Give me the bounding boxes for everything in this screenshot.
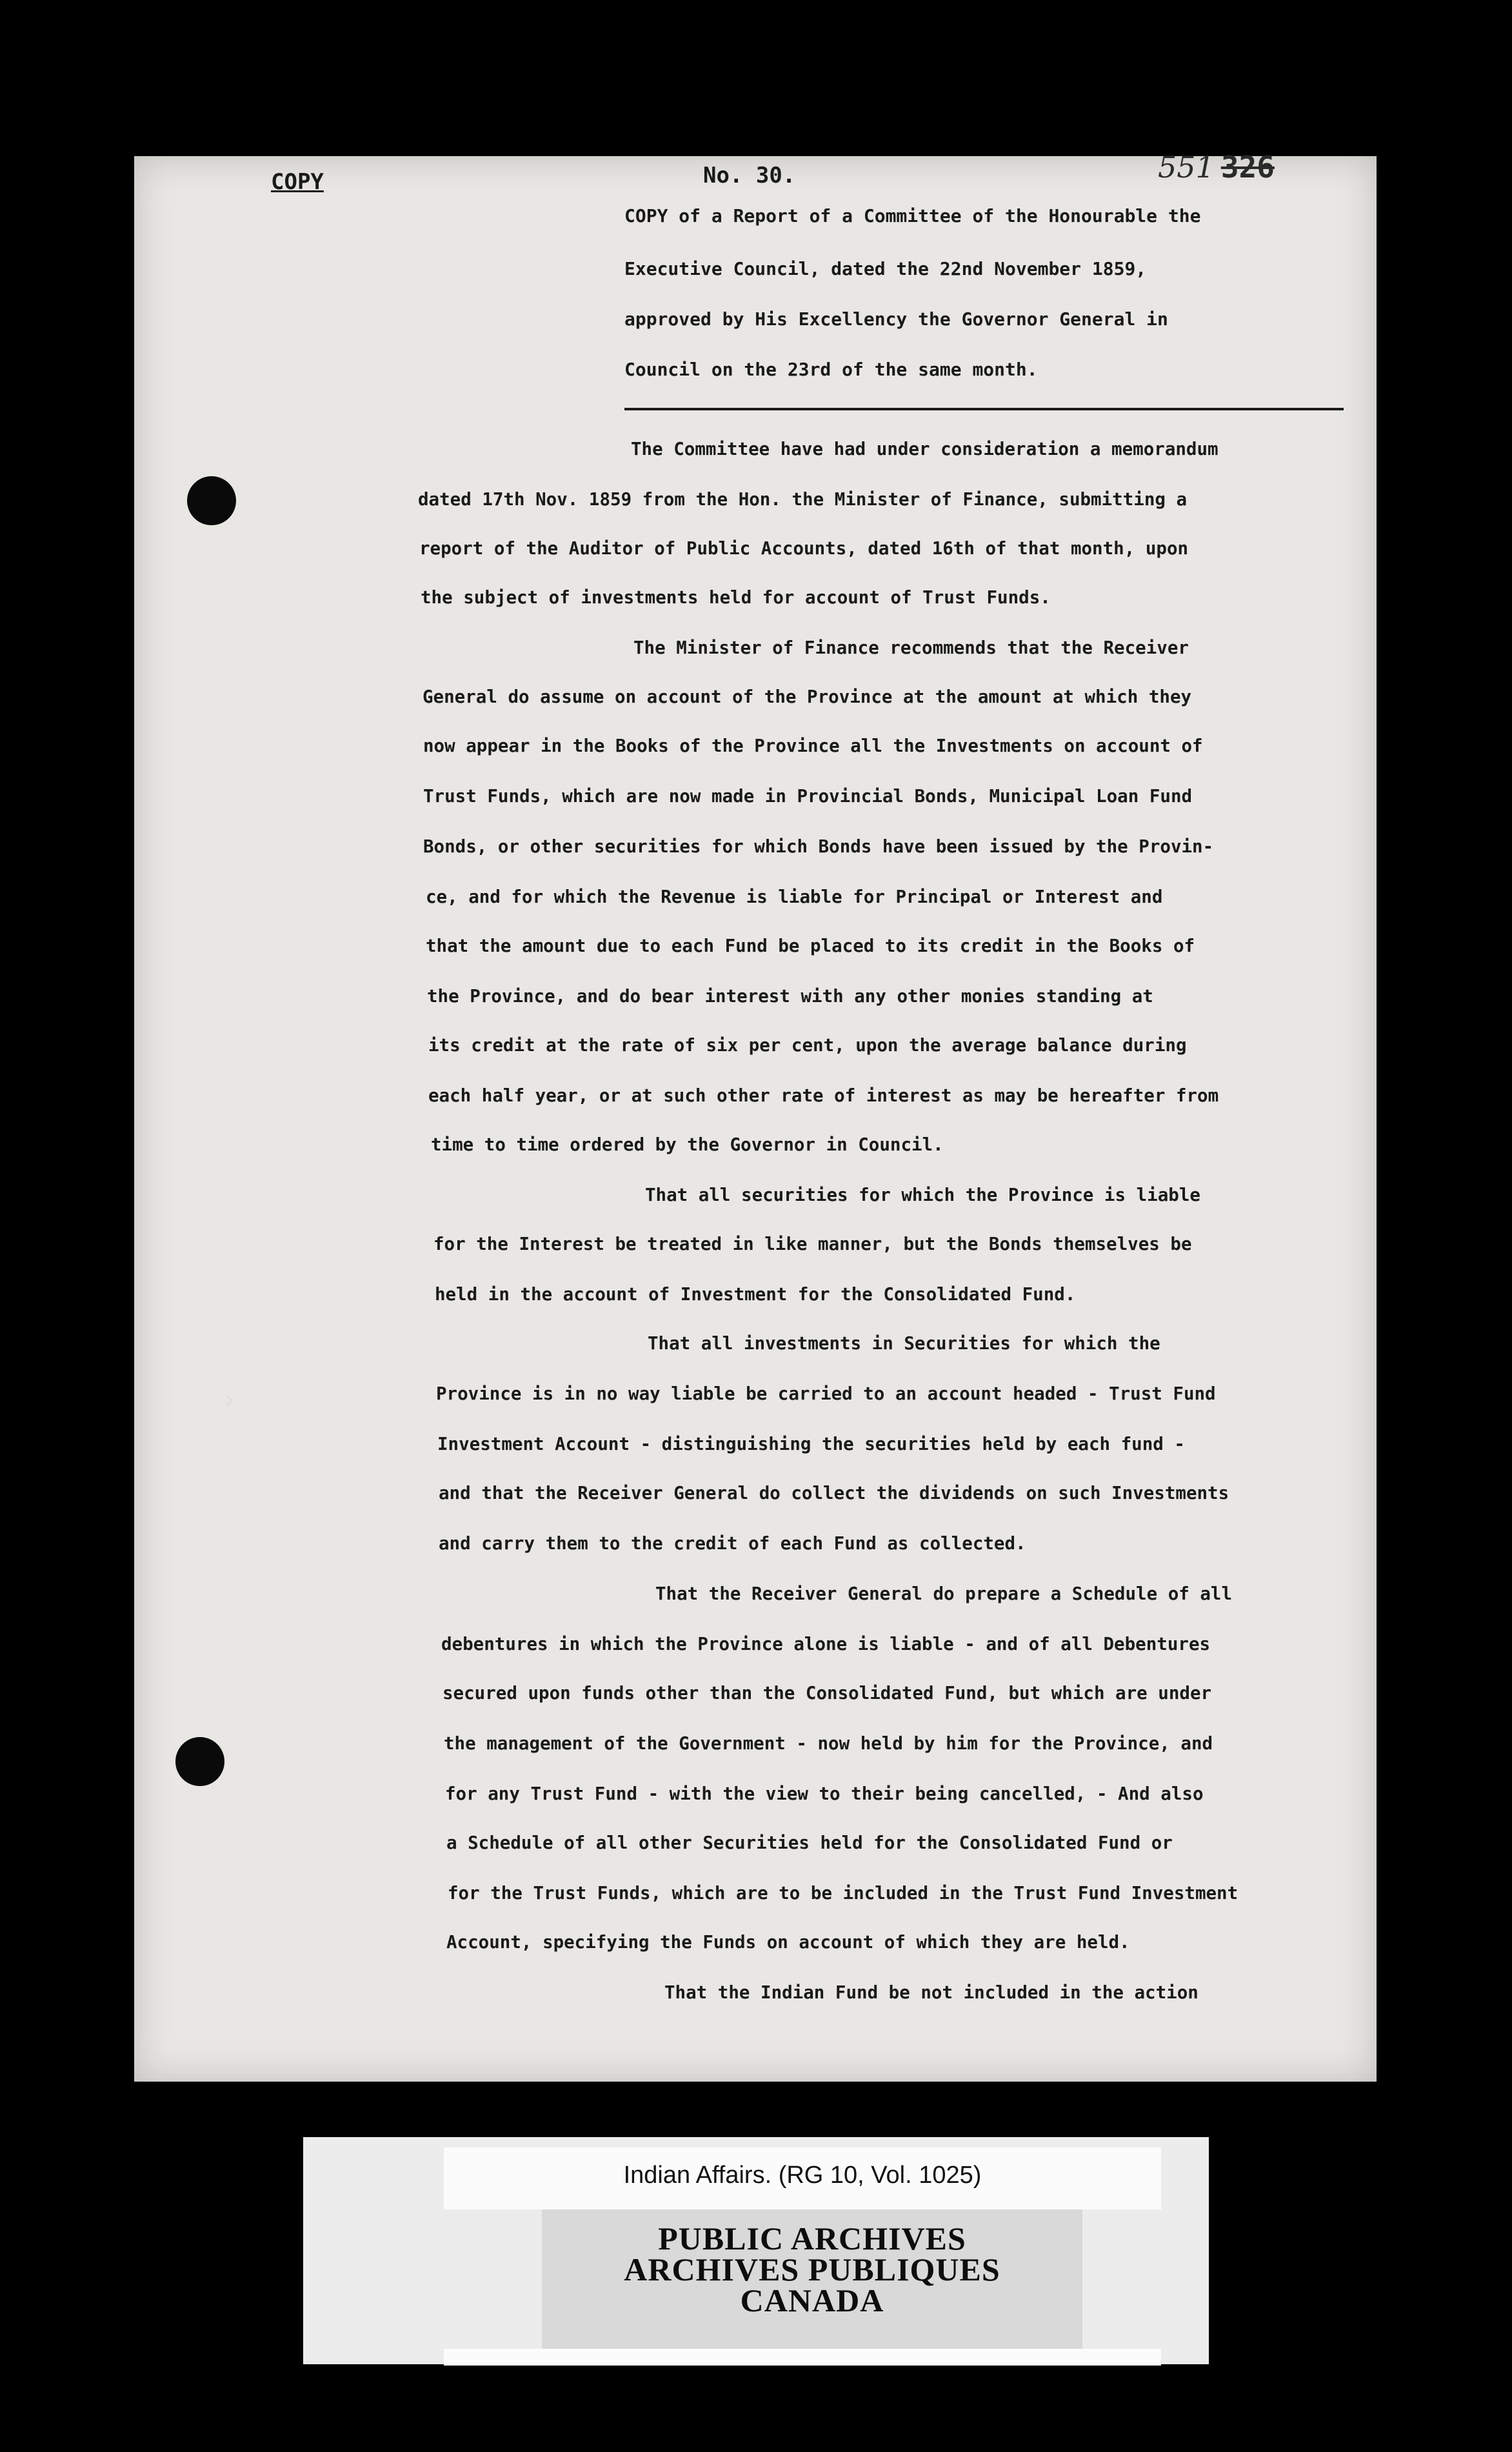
body-line: now appear in the Books of the Province all the Investments on account of [423, 736, 1203, 756]
body-line: That the Indian Fund be not included in the action [664, 1982, 1199, 2003]
body-line: That the Receiver General do prepare a Schedule of all [655, 1583, 1233, 1604]
folio-struck: 326 [1220, 150, 1275, 185]
body-line: that the amount due to each Fund be placed to its credit in the Books of [426, 936, 1195, 956]
body-line: ce, and for which the Revenue is liable for Principal or Interest and [426, 887, 1163, 907]
film-edge-mark: › [224, 1385, 235, 1414]
body-line: and carry them to the credit of each Fund as collected. [439, 1533, 1026, 1554]
heading-line: approved by His Excellency the Governor General in [624, 308, 1168, 330]
body-line: General do assume on account of the Province at the amount at which they [423, 687, 1192, 707]
body-line: debentures in which the Province alone is liable - and of all Debentures [441, 1634, 1211, 1654]
document-number: No. 30. [703, 163, 796, 188]
body-line: dated 17th Nov. 1859 from the Hon. the Minister of Finance, submitting a [418, 489, 1188, 510]
archive-stamp-line: PUBLIC ARCHIVES [658, 2220, 966, 2256]
body-line: time to time ordered by the Governor in Council. [431, 1134, 944, 1155]
body-line: Account, specifying the Funds on account of which they are held. [446, 1932, 1130, 1953]
body-line: Investment Account - distinguishing the securities held by each fund - [437, 1434, 1185, 1454]
body-line: The Committee have had under consideration a memorandum [631, 439, 1219, 459]
body-line: held in the account of Investment for the Consolidated Fund. [435, 1284, 1076, 1305]
folio-current: 551 [1158, 150, 1215, 185]
archive-reference: Indian Affairs. (RG 10, Vol. 1025) [623, 2162, 982, 2189]
body-line: Province is in no way liable be carried to an account headed - Trust Fund [436, 1383, 1216, 1404]
body-line: for the Interest be treated in like manner, but the Bonds themselves be [433, 1234, 1192, 1254]
body-line: the management of the Government - now held by him for the Province, and [444, 1733, 1213, 1754]
body-line: each half year, or at such other rate of interest as may be hereafter from [428, 1085, 1219, 1106]
punch-hole-bottom [175, 1737, 224, 1786]
heading-line: COPY of a Report of a Committee of the Honourable the [624, 205, 1201, 226]
archive-stamp-line: CANADA [740, 2282, 884, 2318]
body-line: the Province, and do bear interest with any other monies standing at [427, 986, 1153, 1007]
body-line: secured upon funds other than the Consolidated Fund, but which are under [443, 1683, 1212, 1703]
body-line: Bonds, or other securities for which Bonds have been issued by the Provin- [423, 836, 1214, 857]
body-line: Trust Funds, which are now made in Provincial Bonds, Municipal Loan Fund [423, 786, 1193, 807]
punch-hole-top [187, 476, 236, 525]
heading-line: Executive Council, dated the 22nd November 1859, [624, 258, 1147, 279]
body-line: a Schedule of all other Securities held for the Consolidated Fund or [446, 1833, 1173, 1853]
body-line: the subject of investments held for account of Trust Funds. [421, 587, 1051, 608]
body-line: and that the Receiver General do collect the dividends on such Investments [439, 1483, 1229, 1503]
archive-bottom-strip [444, 2349, 1161, 2366]
body-line: its credit at the rate of six per cent, upon the average balance during [428, 1035, 1187, 1056]
body-line: report of the Auditor of Public Accounts, dated 16th of that month, upon [419, 538, 1189, 559]
body-line: That all investments in Securities for which the [648, 1333, 1160, 1354]
heading-line: Council on the 23rd of the same month. [624, 359, 1038, 380]
body-line: for the Trust Funds, which are to be included in the Trust Fund Investment [448, 1883, 1238, 1904]
folio-number [1158, 150, 1275, 185]
body-line: The Minister of Finance recommends that the Receiver [633, 638, 1189, 658]
body-line: for any Trust Fund - with the view to their being cancelled, - And also [445, 1784, 1204, 1804]
copy-mark: COPY [271, 169, 324, 195]
archive-stamp-line: ARCHIVES PUBLIQUES [624, 2251, 1000, 2287]
heading-rule [624, 408, 1344, 410]
body-line: That all securities for which the Province is liable [645, 1185, 1200, 1205]
